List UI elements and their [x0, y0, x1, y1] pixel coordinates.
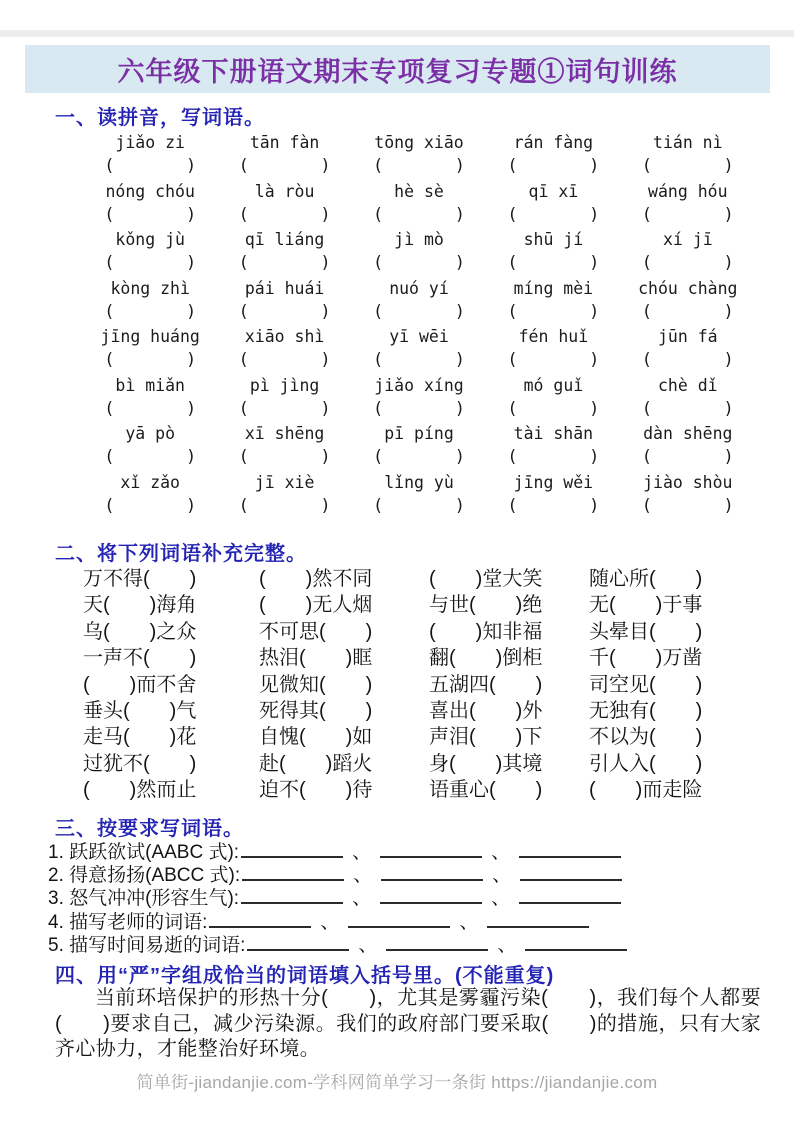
open-paren: ( — [104, 301, 115, 322]
pinyin-word: mó guǐ — [523, 375, 584, 395]
requirement-label: 5. 描写时间易逝的词语: — [48, 934, 246, 956]
close-paren: ) — [320, 350, 331, 370]
answer-parens — [239, 301, 331, 324]
open-paren: ( — [238, 156, 249, 176]
open-paren: ( — [641, 253, 653, 273]
answer-parens — [104, 446, 196, 469]
pinyin-word: bì miǎn — [115, 375, 185, 395]
answer-parens — [642, 446, 734, 469]
pinyin-answer-cell — [83, 374, 217, 423]
answer-blank — [380, 887, 482, 904]
open-paren: ( — [372, 398, 384, 419]
blank-separator: 、 — [353, 865, 373, 887]
requirement-line — [48, 841, 764, 864]
requirement-label: 2. 得意扬扬(ABCC 式): — [48, 865, 241, 887]
idiom-fill-item: 天( )海角 — [83, 594, 197, 617]
answer-blank — [209, 911, 311, 928]
open-paren: ( — [641, 350, 653, 370]
open-paren: ( — [238, 495, 249, 516]
pinyin-word: jī xiè — [254, 472, 315, 492]
idiom-fill-item: 喜出( )外 — [429, 699, 543, 722]
idiom-fill-item: 头晕目( ) — [589, 620, 703, 643]
idiom-fill-item: 千( )万凿 — [589, 647, 703, 670]
pinyin-answer-cell — [352, 180, 486, 229]
close-paren: ) — [589, 301, 600, 322]
section-2-heading: 二、将下列词语补充完整。 — [55, 543, 307, 565]
open-paren: ( — [507, 156, 518, 176]
answer-parens — [239, 155, 331, 178]
close-paren: ) — [185, 447, 197, 467]
idiom-fill-item: 见微知( ) — [259, 673, 373, 696]
pinyin-answer-cell — [217, 422, 351, 471]
requirement-label: 3. 怒气冲冲(形容生气): — [48, 888, 240, 910]
close-paren: ) — [723, 253, 734, 273]
pinyin-answer-cell — [352, 325, 486, 374]
idiom-fill-item: 随心所( ) — [589, 568, 703, 590]
open-paren: ( — [507, 253, 518, 273]
idiom-fill-item: 一声不( ) — [83, 647, 197, 670]
pinyin-word: jiào shòu — [643, 472, 733, 492]
idiom-fill-item: 声泪( )下 — [429, 726, 543, 749]
open-paren: ( — [104, 447, 115, 467]
pinyin-word: tān fàn — [249, 133, 320, 152]
blank-separator: 、 — [352, 842, 372, 863]
close-paren: ) — [320, 253, 331, 273]
pinyin-answer-cell — [217, 277, 351, 326]
answer-parens — [373, 252, 465, 275]
open-paren: ( — [238, 204, 249, 225]
open-paren: ( — [507, 495, 518, 516]
answer-parens — [239, 398, 331, 421]
answer-parens — [239, 495, 331, 518]
open-paren: ( — [238, 350, 249, 370]
answer-parens — [239, 204, 331, 227]
idiom-fill-item: 无独有( ) — [589, 699, 703, 722]
pinyin-answer-cell — [621, 471, 755, 520]
section-4-heading: 四、用“严”字组成恰当的词语填入括号里。(不能重复) — [55, 965, 555, 987]
idiom-fill-item: 身( )其境 — [429, 752, 543, 775]
idiom-fill-item: 万不得( ) — [83, 568, 197, 590]
close-paren: ) — [454, 398, 465, 419]
pinyin-word: pì jìng — [249, 375, 320, 395]
yan-fill-paragraph: 当前环培保护的形热十分( )，尤其是雾霾污染( )，我们每个人都要( )要求自己，减少污染源。我们的政府部门要采取( )的措施，只有大家齐心协力，才能整治好环境。 — [55, 987, 761, 1060]
close-paren: ) — [320, 301, 331, 322]
open-paren: ( — [641, 301, 653, 322]
close-paren: ) — [589, 398, 600, 419]
pinyin-word: qī xī — [528, 181, 579, 201]
close-paren: ) — [723, 301, 734, 322]
close-paren: ) — [589, 156, 600, 176]
pinyin-word: jiǎo zi — [115, 133, 185, 152]
open-paren: ( — [238, 447, 249, 467]
answer-blank — [519, 841, 621, 858]
close-paren: ) — [589, 447, 600, 467]
open-paren: ( — [104, 398, 115, 419]
idiom-fill-item: 走马( )花 — [83, 726, 197, 749]
pinyin-answer-cell — [352, 374, 486, 423]
open-paren: ( — [507, 204, 518, 225]
close-paren: ) — [454, 253, 465, 273]
answer-blank — [386, 934, 488, 951]
close-paren: ) — [454, 156, 465, 176]
open-paren: ( — [372, 156, 384, 176]
close-paren: ) — [723, 156, 734, 176]
answer-parens — [642, 495, 734, 518]
pinyin-answer-cell — [352, 422, 486, 471]
answer-blank — [520, 864, 622, 881]
idiom-fill-item: 五湖四( ) — [429, 673, 543, 696]
answer-parens — [507, 204, 599, 227]
pinyin-answer-cell — [83, 325, 217, 374]
answer-parens — [642, 252, 734, 275]
close-paren: ) — [454, 350, 465, 370]
open-paren: ( — [104, 204, 115, 225]
answer-parens — [104, 495, 196, 518]
answer-parens — [507, 349, 599, 372]
page-title: 六年级下册语文期末专项复习专题①词句训练 — [117, 56, 678, 87]
pinyin-word: jiǎo xíng — [374, 375, 464, 395]
open-paren: ( — [372, 301, 384, 322]
blank-separator: 、 — [459, 911, 479, 933]
close-paren: ) — [185, 204, 197, 225]
idiom-fill-item: 不以为( ) — [589, 726, 703, 749]
pinyin-word: xī shēng — [244, 424, 325, 443]
pinyin-word: qī liáng — [244, 230, 325, 249]
pinyin-word: wáng hóu — [648, 181, 728, 201]
idiom-fill-item: 翻( )倒柜 — [429, 647, 543, 670]
pinyin-answer-cell — [352, 277, 486, 326]
idiom-fill-item: 与世( )绝 — [429, 594, 543, 617]
requirement-line — [48, 864, 764, 887]
open-paren: ( — [372, 447, 384, 467]
pinyin-word: yā pò — [125, 424, 176, 443]
close-paren: ) — [589, 204, 600, 225]
pinyin-answer-cell — [83, 471, 217, 520]
pinyin-answer-cell — [621, 422, 755, 471]
answer-parens — [373, 301, 465, 324]
blank-separator: 、 — [491, 842, 511, 863]
footer-watermark: 简单街-jiandanjie.com-学科网简单学习一条街 https://jiandanjie.com — [136, 1073, 658, 1092]
answer-parens — [642, 204, 734, 227]
pinyin-word: lǐng yù — [384, 472, 454, 492]
pinyin-word: míng mèi — [513, 278, 594, 298]
idiom-fill-item: 死得其( ) — [259, 699, 373, 722]
pinyin-word: jì mò — [394, 230, 444, 249]
idiom-fill-item: 语重心( ) — [429, 779, 543, 802]
open-paren: ( — [641, 495, 653, 516]
close-paren: ) — [723, 204, 734, 225]
pinyin-word: xǐ zǎo — [120, 472, 180, 492]
close-paren: ) — [454, 495, 465, 516]
answer-parens — [507, 301, 599, 324]
requirement-line — [48, 934, 764, 957]
answer-parens — [507, 252, 599, 275]
pinyin-answer-cell — [217, 180, 351, 229]
page-title-banner — [25, 45, 770, 93]
pinyin-word: pái huái — [244, 278, 325, 298]
pinyin-word: tài shān — [513, 424, 594, 443]
open-paren: ( — [238, 398, 249, 419]
pinyin-answer-cell — [83, 228, 217, 277]
close-paren: ) — [589, 350, 600, 370]
close-paren: ) — [723, 350, 734, 370]
open-paren: ( — [641, 156, 653, 176]
blank-separator: 、 — [492, 865, 512, 887]
answer-blank — [348, 911, 450, 928]
idiom-fill-item: 赴( )蹈火 — [259, 752, 373, 775]
answer-parens — [239, 252, 331, 275]
open-paren: ( — [641, 447, 653, 467]
close-paren: ) — [454, 301, 465, 322]
pinyin-word: tōng xiāo — [374, 133, 464, 152]
pinyin-answer-cell — [621, 131, 755, 180]
idiom-fill-item: ( )而走险 — [589, 779, 703, 802]
answer-parens — [373, 446, 465, 469]
pinyin-word: kòng zhì — [110, 278, 190, 298]
idiom-fill-item: ( )然而止 — [83, 779, 197, 802]
idiom-fill-item: 热泪( )眶 — [259, 647, 373, 670]
answer-parens — [373, 398, 465, 421]
requirement-label: 1. 跃跃欲试(AABC 式): — [48, 842, 240, 863]
idiom-fill-item: ( )然不同 — [259, 568, 373, 590]
write-words-list — [48, 841, 764, 957]
close-paren: ) — [185, 301, 197, 322]
close-paren: ) — [589, 495, 600, 516]
requirement-label: 4. 描写老师的词语: — [48, 911, 208, 933]
pinyin-word: nóng chóu — [105, 181, 195, 201]
open-paren: ( — [104, 156, 115, 176]
idiom-fill-item: 迫不( )待 — [259, 779, 373, 802]
pinyin-answer-cell — [217, 131, 351, 180]
pinyin-word: là ròu — [254, 181, 315, 201]
idiom-fill-item: 乌( )之众 — [83, 620, 197, 643]
answer-blank — [487, 911, 589, 928]
pinyin-answer-cell — [83, 131, 217, 180]
idiom-grid — [83, 566, 775, 804]
pinyin-word: xiāo shì — [244, 327, 325, 346]
pinyin-answer-cell — [352, 228, 486, 277]
close-paren: ) — [723, 447, 734, 467]
idiom-fill-item: 垂头( )气 — [83, 699, 197, 722]
answer-parens — [373, 495, 465, 518]
answer-blank — [519, 887, 621, 904]
open-paren: ( — [507, 350, 518, 370]
pinyin-answer-cell — [352, 131, 486, 180]
idiom-fill-item: 自愧( )如 — [259, 726, 373, 749]
answer-parens — [507, 155, 599, 178]
pinyin-answer-cell — [486, 374, 620, 423]
blank-separator: 、 — [497, 934, 517, 956]
close-paren: ) — [723, 495, 734, 516]
pinyin-word: nuó yí — [389, 278, 449, 298]
open-paren: ( — [641, 398, 653, 419]
open-paren: ( — [104, 495, 115, 516]
pinyin-answer-cell — [217, 471, 351, 520]
pinyin-answer-cell — [352, 471, 486, 520]
answer-parens — [373, 155, 465, 178]
answer-parens — [373, 204, 465, 227]
pinyin-answer-cell — [486, 422, 620, 471]
open-paren: ( — [104, 253, 115, 273]
blank-separator: 、 — [358, 934, 378, 956]
idiom-fill-item: ( )堂大笑 — [429, 568, 543, 590]
close-paren: ) — [185, 156, 197, 176]
answer-parens — [104, 204, 196, 227]
section-1-heading: 一、读拼音，写词语。 — [55, 107, 265, 129]
answer-blank — [525, 934, 627, 951]
answer-blank — [241, 887, 343, 904]
close-paren: ) — [320, 398, 331, 419]
pinyin-word: kǒng jù — [115, 230, 185, 249]
answer-blank — [247, 934, 349, 951]
answer-blank — [380, 841, 482, 858]
idiom-fill-item: 引人入( ) — [589, 752, 703, 775]
answer-blank — [241, 841, 343, 858]
pinyin-answer-cell — [217, 325, 351, 374]
pinyin-answer-cell — [83, 277, 217, 326]
answer-parens — [373, 349, 465, 372]
open-paren: ( — [507, 398, 518, 419]
answer-parens — [104, 301, 196, 324]
close-paren: ) — [320, 204, 331, 225]
top-strip — [0, 30, 794, 37]
pinyin-word: yī wēi — [389, 327, 449, 346]
idiom-fill-item: ( )而不舍 — [83, 673, 197, 696]
pinyin-answer-cell — [621, 277, 755, 326]
answer-parens — [507, 495, 599, 518]
pinyin-answer-cell — [83, 180, 217, 229]
answer-blank — [381, 864, 483, 881]
pinyin-word: chóu chàng — [638, 278, 738, 298]
open-paren: ( — [372, 204, 384, 225]
pinyin-answer-cell — [83, 422, 217, 471]
close-paren: ) — [320, 447, 331, 467]
idiom-fill-item: ( )知非福 — [429, 620, 543, 643]
answer-parens — [642, 301, 734, 324]
pinyin-word: jīng wěi — [513, 472, 594, 492]
pinyin-answer-cell — [621, 180, 755, 229]
idiom-fill-item: 不可思( ) — [259, 620, 373, 643]
pinyin-answer-cell — [621, 374, 755, 423]
requirement-line — [48, 911, 764, 934]
close-paren: ) — [185, 350, 197, 370]
close-paren: ) — [454, 204, 465, 225]
open-paren: ( — [507, 447, 518, 467]
answer-parens — [239, 349, 331, 372]
pinyin-word: tián nì — [653, 133, 723, 152]
pinyin-answer-cell — [217, 228, 351, 277]
pinyin-word: dàn shēng — [643, 424, 733, 443]
close-paren: ) — [589, 253, 600, 273]
pinyin-answer-cell — [621, 228, 755, 277]
blank-separator: 、 — [352, 888, 372, 910]
open-paren: ( — [641, 204, 653, 225]
pinyin-word: chè dǐ — [657, 375, 718, 395]
pinyin-word: jīng huáng — [100, 327, 200, 346]
answer-parens — [642, 349, 734, 372]
pinyin-answer-cell — [217, 374, 351, 423]
answer-parens — [507, 446, 599, 469]
pinyin-answer-cell — [486, 131, 620, 180]
section-3-heading: 三、按要求写词语。 — [55, 818, 244, 840]
blank-separator: 、 — [320, 911, 340, 933]
answer-parens — [104, 398, 196, 421]
requirement-line — [48, 887, 764, 910]
pinyin-answer-cell — [486, 228, 620, 277]
answer-blank — [242, 864, 344, 881]
open-paren: ( — [372, 495, 384, 516]
pinyin-answer-cell — [621, 325, 755, 374]
pinyin-word: shū jí — [523, 230, 584, 249]
pinyin-word: rán fàng — [513, 133, 594, 152]
pinyin-word: fén huǐ — [518, 327, 589, 346]
answer-parens — [239, 446, 331, 469]
answer-parens — [104, 349, 196, 372]
close-paren: ) — [454, 447, 465, 467]
answer-parens — [104, 155, 196, 178]
open-paren: ( — [238, 301, 249, 322]
pinyin-word: jūn fá — [657, 327, 718, 346]
open-paren: ( — [507, 301, 518, 322]
open-paren: ( — [238, 253, 249, 273]
answer-parens — [642, 155, 734, 178]
idiom-fill-item: ( )无人烟 — [259, 594, 373, 617]
close-paren: ) — [185, 495, 197, 516]
answer-parens — [507, 398, 599, 421]
close-paren: ) — [723, 398, 734, 419]
close-paren: ) — [185, 253, 197, 273]
answer-parens — [104, 252, 196, 275]
idiom-fill-item: 过犹不( ) — [83, 752, 197, 775]
close-paren: ) — [185, 398, 197, 419]
pinyin-grid — [83, 131, 755, 519]
idiom-fill-item: 司空见( ) — [589, 673, 703, 696]
pinyin-answer-cell — [486, 277, 620, 326]
pinyin-word: pī píng — [384, 424, 454, 443]
open-paren: ( — [372, 253, 384, 273]
close-paren: ) — [320, 495, 331, 516]
pinyin-word: xí jī — [662, 230, 713, 249]
answer-parens — [642, 398, 734, 421]
pinyin-answer-cell — [486, 180, 620, 229]
pinyin-answer-cell — [486, 325, 620, 374]
close-paren: ) — [320, 156, 331, 176]
open-paren: ( — [372, 350, 384, 370]
idiom-fill-item: 无( )于事 — [589, 594, 703, 617]
pinyin-word: hè sè — [394, 181, 444, 201]
blank-separator: 、 — [491, 888, 511, 910]
open-paren: ( — [104, 350, 115, 370]
pinyin-answer-cell — [486, 471, 620, 520]
